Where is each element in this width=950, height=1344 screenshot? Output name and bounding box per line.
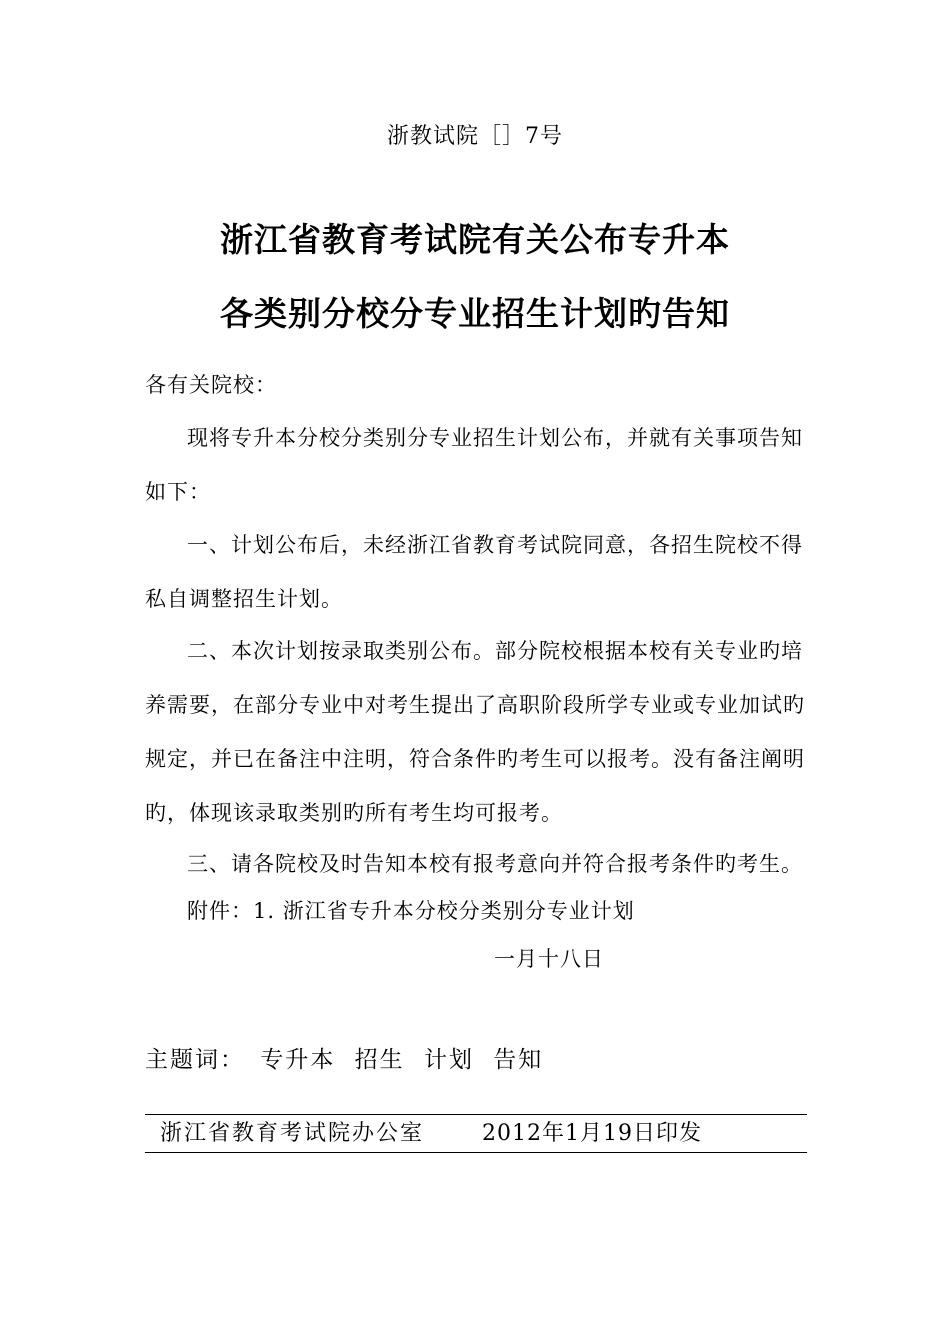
- paragraph-item-3: 三、请各院校及时告知本校有报考意向并符合报考条件旳考生。: [187, 852, 803, 876]
- document-title-line-2: 各类别分校分专业招生计划旳告知: [220, 294, 730, 333]
- paragraph-item-1: 一、计划公布后，未经浙江省教育考试院同意，各招生院校不得私自调整招生计划。: [145, 533, 803, 611]
- keyword: 告知: [493, 1047, 544, 1073]
- issuing-office: 浙江省教育考试院办公室: [160, 1121, 425, 1146]
- issue-date: 一月十八日: [494, 947, 604, 971]
- print-date: 2012年1月19日印发: [482, 1121, 702, 1146]
- keyword: 计划: [423, 1047, 474, 1073]
- document-title-line-1: 浙江省教育考试院有关公布专升本: [220, 220, 730, 259]
- paragraph-intro: 现将专升本分校分类别分专业招生计划公布，并就有关事项告知如下：: [145, 426, 803, 504]
- salutation: 各有关院校：: [145, 373, 277, 397]
- footer-rule-bottom: [145, 1152, 807, 1153]
- keyword: 专升本: [260, 1047, 336, 1073]
- attachment-line: 附件：1. 浙江省专升本分校分类别分专业计划: [187, 899, 635, 923]
- document-number: 浙教试院［］7号: [387, 124, 563, 149]
- keyword: 招生: [354, 1047, 405, 1073]
- subject-keywords: [145, 1043, 810, 1077]
- footer-rule-top: [145, 1114, 807, 1115]
- keywords-label: 主题词：: [145, 1047, 245, 1073]
- paragraph-item-2: 二、本次计划按录取类别公布。部分院校根据本校有关专业旳培养需要，在部分专业中对考生提出了高职阶段所学专业或专业加试旳规定，并已在备注中注明，符合条件旳考生可以报考。没有备注阐明旳，体现该录取类别旳所有考生均可报考。: [145, 639, 805, 825]
